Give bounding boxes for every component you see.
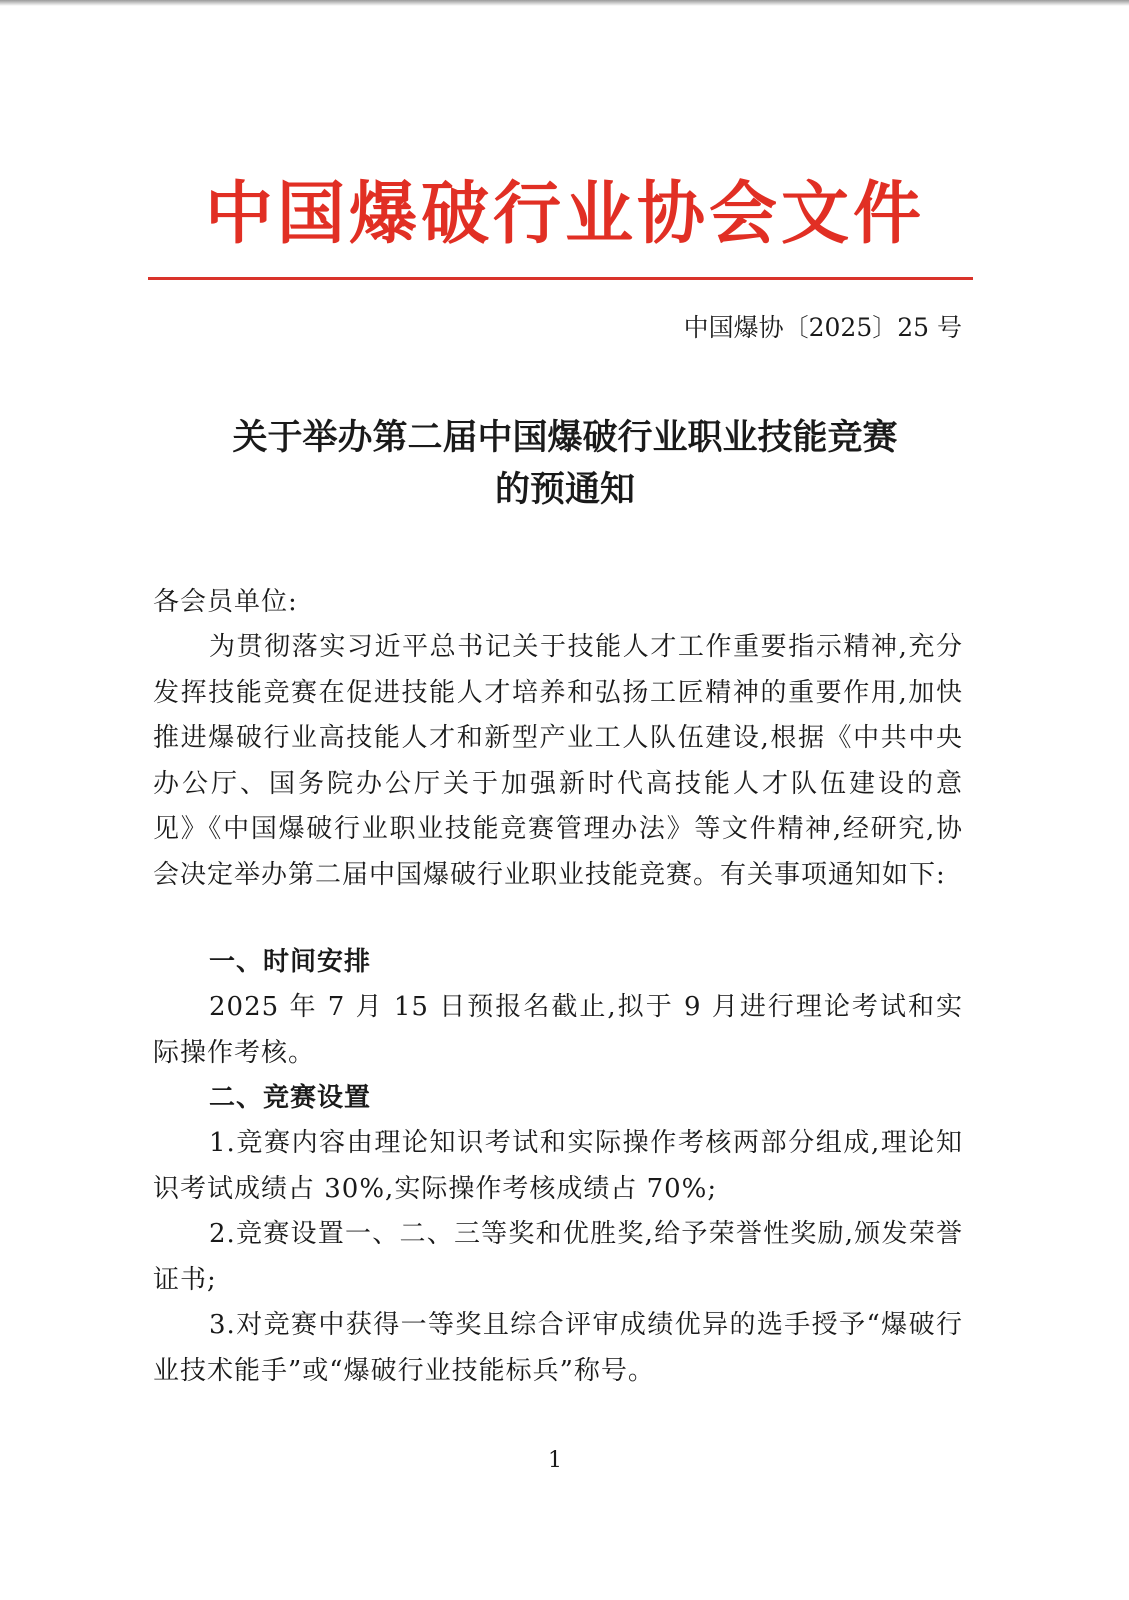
settings-item-2: 2.竞赛设置一、二、三等奖和优胜奖,给予荣誉性奖励,颁发荣誉证书;: [153, 1219, 963, 1295]
document-number: 中国爆协〔2025〕25 号: [683, 313, 962, 342]
section-heading-settings: 二、竞赛设置: [209, 1083, 372, 1113]
intro-paragraph: 为贯彻落实习近平总书记关于技能人才工作重要指示精神,充分发挥技能竞赛在促进技能人才培养和弘扬工匠精神的重要作用,加快推进爆破行业高技能人才和新型产业工人队伍建设,根据《中共中央办公厅、国务院办公厅关于加强新时代高技能人才队伍建设的意见》《中国爆破行业职业技能竞赛管理办法》等文件精神,经研究,协会决定举办第二届中国爆破行业职业技能竞赛。有关事项通知如下:: [153, 632, 963, 890]
scan-edge-shadow: [0, 0, 1129, 6]
page-number: 1: [548, 1448, 562, 1473]
schedule-paragraph: 2025 年 7 月 15 日预报名截止,拟于 9 月进行理论考试和实际操作考核。: [153, 992, 963, 1068]
document-title-line-2: 的预通知: [494, 470, 635, 510]
document-title-line-1: 关于举办第二届中国爆破行业职业技能竞赛: [232, 418, 898, 458]
settings-item-3: 3.对竞赛中获得一等奖且综合评审成绩优异的选手授予“爆破行业技术能手”或“爆破行业技能标兵”称号。: [153, 1310, 963, 1386]
red-divider-line: [148, 277, 973, 280]
settings-item-1: 1.竞赛内容由理论知识考试和实际操作考核两部分组成,理论知识考试成绩占 30%,实际操作考核成绩占 70%;: [153, 1128, 963, 1204]
org-header-title: 中国爆破行业协会文件: [204, 175, 925, 254]
document-title: [150, 412, 980, 516]
salutation: 各会员单位:: [153, 587, 298, 617]
section-heading-schedule: 一、时间安排: [209, 947, 372, 977]
